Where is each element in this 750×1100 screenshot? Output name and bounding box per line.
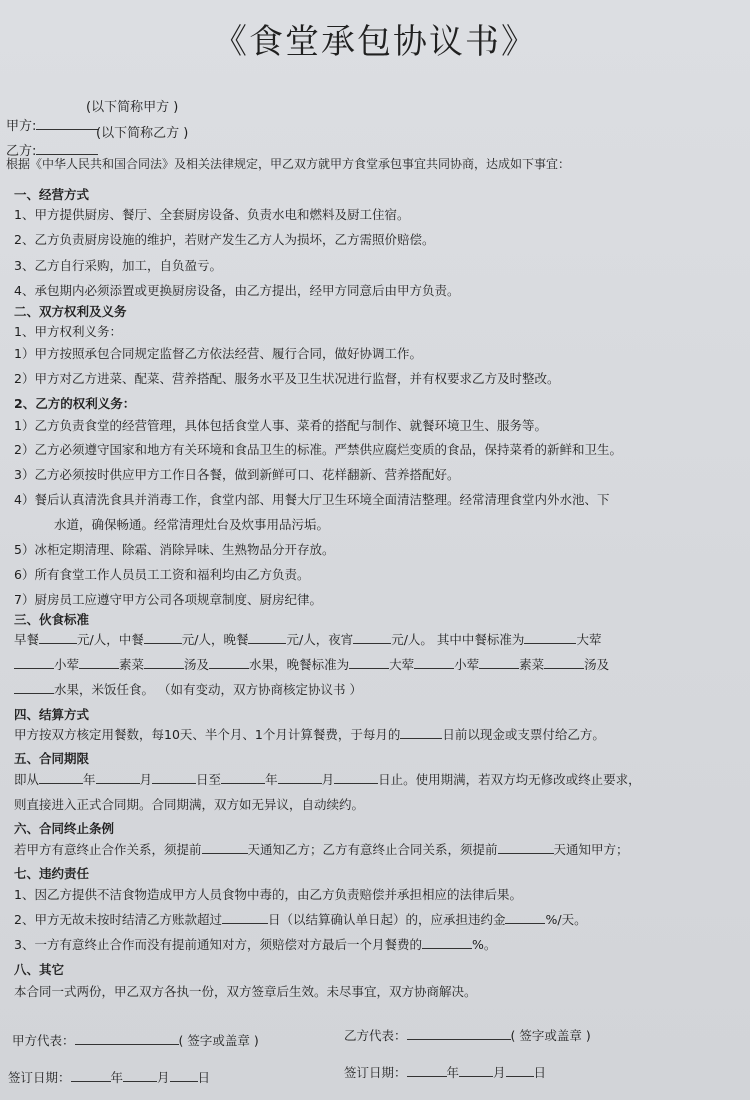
liability-item-3 — [14, 937, 736, 953]
section-5-heading: 五、合同期限 — [14, 751, 90, 766]
change-note: （如有变动，双方协商核定协议书 ） — [158, 682, 362, 697]
term-text: 日止。使用期满，若双方均无修改或终止要求， — [378, 772, 641, 787]
settlement-text: 日前以现金或支票付给乙方。 — [442, 727, 605, 742]
section-2-heading: 二、双方权利及义务 — [14, 304, 127, 319]
start-month-blank[interactable] — [96, 772, 140, 784]
s2b-item: 2）乙方必须遵守国家和地方有关环境和食品卫生的标准。严禁供应腐烂变质的食品，保持菜肴的新鲜和卫生。 — [14, 442, 622, 457]
lunch-veg-blank[interactable] — [79, 657, 119, 669]
term-text: 年 — [83, 772, 96, 787]
liability-text: 2、甲方无故未按时结清乙方账款超过 — [14, 912, 222, 927]
start-day-blank[interactable] — [152, 772, 196, 784]
dinner-big-meat-blank[interactable] — [349, 657, 389, 669]
s2b-item: 1）乙方负责食堂的经营管理，具体包括食堂人事、菜肴的搭配与制作、就餐环境卫生、服务等。 — [14, 418, 547, 433]
party-a-note: (以下简称甲方 ) — [86, 100, 179, 115]
fruit-label: 水果， — [249, 657, 287, 672]
term-text: 年 — [265, 772, 278, 787]
liability-text: %。 — [471, 937, 497, 952]
term-line-2: 则直接进入正式合同期。合同期满，双方如无异议，自动续约。 — [14, 797, 365, 812]
s2b-item: 3）乙方必须按时供应甲方工作日各餐，做到新鲜可口、花样翻新、营养搭配好。 — [14, 467, 460, 482]
section-7-heading: 七、违约责任 — [14, 866, 90, 881]
end-year-blank[interactable] — [221, 772, 265, 784]
liability-text: 日（以结算确认单日起）的，应承担违约金 — [267, 912, 506, 927]
dinner-fruit-blank[interactable] — [14, 682, 54, 694]
party-b-blank[interactable] — [36, 143, 98, 155]
date-text: 年 — [110, 1070, 124, 1085]
party-a-label: 甲方: — [6, 119, 37, 134]
term-line — [14, 772, 736, 788]
sign-or-seal-note: ( 签字或盖章 ) — [510, 1028, 591, 1043]
compensation-percent-blank[interactable] — [422, 937, 472, 949]
dinner-veg-blank[interactable] — [479, 657, 519, 669]
dinner-soup-blank[interactable] — [544, 657, 584, 669]
party-a-signature-blank[interactable] — [75, 1033, 179, 1045]
overdue-days-blank[interactable] — [222, 912, 268, 924]
party-b-notice-days-blank[interactable] — [498, 842, 554, 854]
section-4-heading: 四、结算方式 — [14, 707, 90, 722]
s2-sub-b: 2、乙方的权利义务： — [14, 396, 136, 411]
lunch-fruit-blank[interactable] — [209, 657, 249, 669]
s2b-item: 4）餐后认真清洗食具并消毒工作，食堂内部、用餐大厅卫生环境全面清洁整理。经常清理食堂内外水池、下 — [14, 492, 610, 507]
section-6-heading: 六、合同终止条例 — [14, 821, 115, 836]
party-b-year-blank[interactable] — [407, 1065, 447, 1077]
party-b-signature-blank[interactable] — [407, 1028, 511, 1040]
veg-label: 素菜 — [519, 657, 545, 672]
s2-sub-a: 1、甲方权利义务： — [14, 324, 122, 339]
dinner-price-blank[interactable] — [248, 632, 286, 644]
section-1-heading: 一、经营方式 — [14, 187, 90, 202]
lunch-std-label: 其中中餐标准为 — [436, 632, 525, 647]
liability-text: %/天。 — [545, 912, 587, 927]
liability-text: 3、一方有意终止合作而没有提前通知对方，须赔偿对方最后一个月餐费的 — [14, 937, 422, 952]
section-8-heading: 八、其它 — [14, 962, 65, 977]
preamble: 根据《中华人民共和国合同法》及相关法律规定，甲乙双方就甲方食堂承包事宜共同协商，达成如下事宜： — [6, 157, 571, 171]
party-b-label: 乙方: — [6, 144, 37, 159]
party-b-day-blank[interactable] — [506, 1065, 534, 1077]
fruit-rice-text: 水果，米饭任食。 — [54, 682, 155, 697]
small-meat-label: 小荤 — [454, 657, 480, 672]
party-a-year-blank[interactable] — [71, 1070, 111, 1082]
sign-or-seal-note: ( 签字或盖章 ) — [178, 1033, 259, 1048]
small-meat-label: 小荤 — [54, 657, 80, 672]
party-a-month-blank[interactable] — [123, 1070, 157, 1082]
sign-date-label: 签订日期： — [8, 1070, 71, 1085]
party-b-note: (以下简称乙方 ) — [96, 126, 189, 141]
s2b-item: 6）所有食堂工作人员员工工资和福利均由乙方负责。 — [14, 567, 310, 582]
dinner-std-label: 晚餐标准为 — [286, 657, 350, 672]
s1-item: 4、承包期内必须添置或更换厨房设备，由乙方提出，经甲方同意后由甲方负责。 — [14, 283, 460, 298]
veg-label: 素菜 — [119, 657, 145, 672]
night-snack-label: 夜宵 — [328, 632, 354, 647]
unit-text: 元/人， — [77, 632, 119, 647]
term-text: 月 — [139, 772, 153, 787]
document-title: 《食堂承包协议书》 — [213, 22, 537, 62]
party-b-signature-line — [344, 1028, 736, 1044]
s2a-item: 1）甲方按照承包合同规定监督乙方依法经营、履行合同，做好协调工作。 — [14, 346, 422, 361]
term-text: 日至 — [196, 772, 222, 787]
date-text: 月 — [493, 1065, 506, 1080]
meal-standard-line-1 — [14, 632, 736, 648]
and-text: 及 — [596, 657, 610, 672]
s1-item: 2、乙方负责厨房设施的维护，若财产发生乙方人为损坏，乙方需照价赔偿。 — [14, 232, 435, 247]
termination-line — [14, 842, 736, 858]
dinner-label: 晚餐 — [223, 632, 249, 647]
date-text: 日 — [197, 1070, 211, 1085]
termination-text: 若甲方有意终止合作关系，须提前 — [14, 842, 202, 857]
breakfast-label: 早餐 — [14, 632, 40, 647]
night-price-blank[interactable] — [353, 632, 391, 644]
meal-standard-line-3 — [14, 682, 736, 698]
penalty-rate-blank[interactable] — [505, 912, 545, 924]
s2b-item: 水道，确保畅通。经常清理灶台及炊事用品污垢。 — [54, 517, 330, 532]
soup-label: 汤 — [584, 657, 597, 672]
lunch-small-meat-blank[interactable] — [14, 657, 54, 669]
lunch-label: 中餐 — [118, 632, 144, 647]
s1-item: 1、甲方提供厨房、餐厅、全套厨房设备、负责水电和燃料及厨工住宿。 — [14, 207, 410, 222]
party-a-day-blank[interactable] — [170, 1070, 198, 1082]
big-meat-label: 大荤 — [576, 632, 602, 647]
settlement-line — [14, 727, 736, 743]
party-a-notice-days-blank[interactable] — [202, 842, 248, 854]
start-year-blank[interactable] — [39, 772, 83, 784]
sign-date-label: 签订日期： — [344, 1065, 407, 1080]
section-3-heading: 三、伙食标准 — [14, 612, 90, 627]
unit-text: 元/人。 — [391, 632, 433, 647]
party-b-rep-label: 乙方代表： — [344, 1028, 407, 1043]
lunch-soup-blank[interactable] — [144, 657, 184, 669]
termination-text: 天通知甲方； — [553, 842, 629, 857]
settlement-text: 甲方按双方核定用餐数，每10天、半个月、1个月计算餐费，于每月的 — [14, 727, 401, 742]
party-a-rep-label: 甲方代表： — [12, 1033, 75, 1048]
end-month-blank[interactable] — [278, 772, 322, 784]
dinner-small-meat-blank[interactable] — [414, 657, 454, 669]
settlement-day-blank[interactable] — [400, 727, 442, 739]
soup-label: 汤及 — [184, 657, 210, 672]
meal-standard-line-2 — [14, 657, 736, 673]
s2b-item: 5）冰柜定期清理、除霜、消除异味、生熟物品分开存放。 — [14, 542, 335, 557]
liability-item: 1、因乙方提供不洁食物造成甲方人员食物中毒的，由乙方负责赔偿并承担相应的法律后果。 — [14, 887, 522, 902]
unit-text: 元/人， — [286, 632, 329, 647]
end-day-blank[interactable] — [334, 772, 378, 784]
date-text: 月 — [157, 1070, 170, 1085]
lunch-price-blank[interactable] — [144, 632, 182, 644]
date-text: 日 — [533, 1065, 547, 1080]
s1-item: 3、乙方自行采购，加工，自负盈亏。 — [14, 258, 222, 273]
term-text: 月 — [321, 772, 335, 787]
date-text: 年 — [446, 1065, 460, 1080]
s2b-item: 7）厨房员工应遵守甲方公司各项规章制度、厨房纪律。 — [14, 592, 322, 607]
other-terms: 本合同一式两份，甲乙双方各执一份，双方签章后生效。未尽事宜，双方协商解决。 — [14, 984, 477, 999]
termination-text: 天通知乙方；乙方有意终止合同关系，须提前 — [247, 842, 498, 857]
unit-text: 元/人， — [181, 632, 224, 647]
term-text: 即从 — [14, 772, 40, 787]
s2a-item: 2）甲方对乙方进菜、配菜、营养搭配、服务水平及卫生状况进行监督，并有权要求乙方及时整改。 — [14, 371, 560, 386]
liability-item-2 — [14, 912, 736, 928]
big-meat-label: 大荤 — [389, 657, 415, 672]
party-b-month-blank[interactable] — [459, 1065, 493, 1077]
party-b-date-line — [344, 1065, 736, 1081]
lunch-big-meat-blank[interactable] — [524, 632, 576, 644]
party-a-blank[interactable] — [36, 118, 98, 130]
breakfast-price-blank[interactable] — [39, 632, 77, 644]
